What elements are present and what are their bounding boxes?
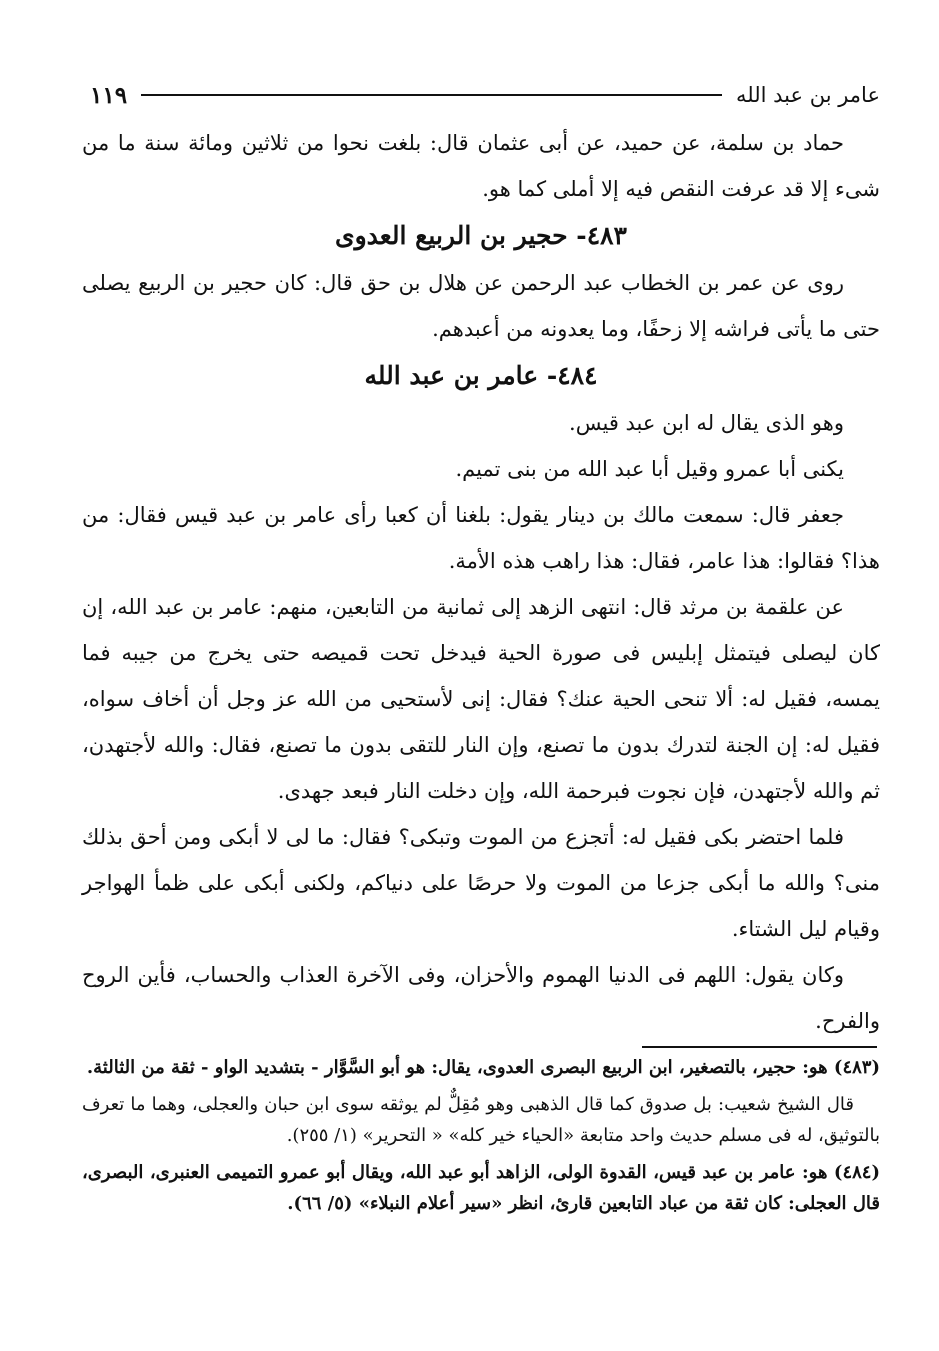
- footnote-483-note: قال الشيخ شعيب: بل صدوق كما قال الذهبى وهو مُقِلٌّ لم يوثقه سوى ابن حبان والعجلى، وهما ما تعرف بالتوثيق، له فى مسلم حديث واحد متابعة «الحياء خير كله» « التحرير» (١/ ٢٥٥).: [82, 1094, 880, 1146]
- paragraph-5: جعفر قال: سمعت مالك بن دينار يقول: بلغنا أن كعبا رأى عامر بن عبد قيس فقال: من هذا؟ فقالوا: هذا عامر، فقال: هذا راهب هذه الأمة.: [82, 503, 880, 573]
- running-title: عامر بن عبد الله: [736, 83, 880, 107]
- page-header: [90, 78, 880, 112]
- paragraph-6: عن علقمة بن مرثد قال: انتهى الزهد إلى ثمانية من التابعين، منهم: عامر بن عبد الله، إن كان ليصلى فيتمثل إبليس فى صورة الحية فيدخل تحت قميصه حتى يخرج من جيبه فما يمسه، فقيل له: ألا تنحى الحية عنك؟ فقال: إنى لأستحيى من الله عز وجل أن أخاف سواه، فقيل له: إن الجنة لتدرك بدون ما تصنع، وإن النار للتقى بدون ما تصنع، فقال: والله لأجتهدن، ثم والله لأجتهدن، فإن نجوت فبرحمة الله، وإن دخلت النار فبعد جهدى.: [82, 595, 880, 803]
- paragraph-8: وكان يقول: اللهم فى الدنيا الهموم والأحزان، وفى الآخرة العذاب والحساب، فأين الروح والفرح.: [82, 963, 880, 1033]
- paragraph-2: روى عن عمر بن الخطاب عبد الرحمن عن هلال بن حق قال: كان حجير بن الربيع يصلى حتى ما يأتى فراشه إلا زحفًا، وما يعدونه من أعبدهم.: [82, 271, 880, 341]
- footnote-484: (٤٨٤) هو: عامر بن عبد قيس، القدوة الولى، الزاهد أبو عبد الله، ويقال أبو عمرو التميمى العنبرى، البصرى، قال العجلى: كان ثقة من عباد التابعين قارئ، انظر «سير أعلام النبلاء» (٥/ ٦٦).: [82, 1162, 880, 1214]
- header-rule: [141, 94, 722, 96]
- page-body: [82, 120, 880, 1044]
- paragraph-1: حماد بن سلمة، عن حميد، عن أبى عثمان قال: بلغت نحوا من ثلاثين ومائة سنة ما من شىء إلا قد عرفت النقص فيه إلا أملى كما هو.: [82, 131, 880, 201]
- footnote-rule: [642, 1046, 877, 1048]
- footnote-483: (٤٨٣) هو: حجير، بالتصغير، ابن الربيع البصرى العدوى، يقال: هو أبو السَّوَّار - بتشديد الواو - ثقة من الثالثة.: [86, 1057, 880, 1078]
- paragraph-3: وهو الذى يقال له ابن عبد قيس.: [569, 411, 844, 435]
- paragraph-7: فلما احتضر بكى فقيل له: أتجزع من الموت وتبكى؟ فقال: ما لى لا أبكى ومن أحق بذلك منى؟ والله ما أبكى جزعا من الموت ولا حرصًا على دنياكم، ولكنى أبكى على ظمأ الهواجر وقيام ليل الشتاء.: [82, 825, 880, 941]
- heading-483: ٤٨٣- حجير بن الربيع العدوى: [335, 221, 627, 250]
- page-number: ١١٩: [90, 81, 128, 109]
- heading-484: ٤٨٤- عامر بن عبد الله: [364, 361, 598, 390]
- footnotes: [82, 1052, 880, 1225]
- paragraph-4: يكنى أبا عمرو وقيل أبا عبد الله من بنى تميم.: [455, 457, 844, 481]
